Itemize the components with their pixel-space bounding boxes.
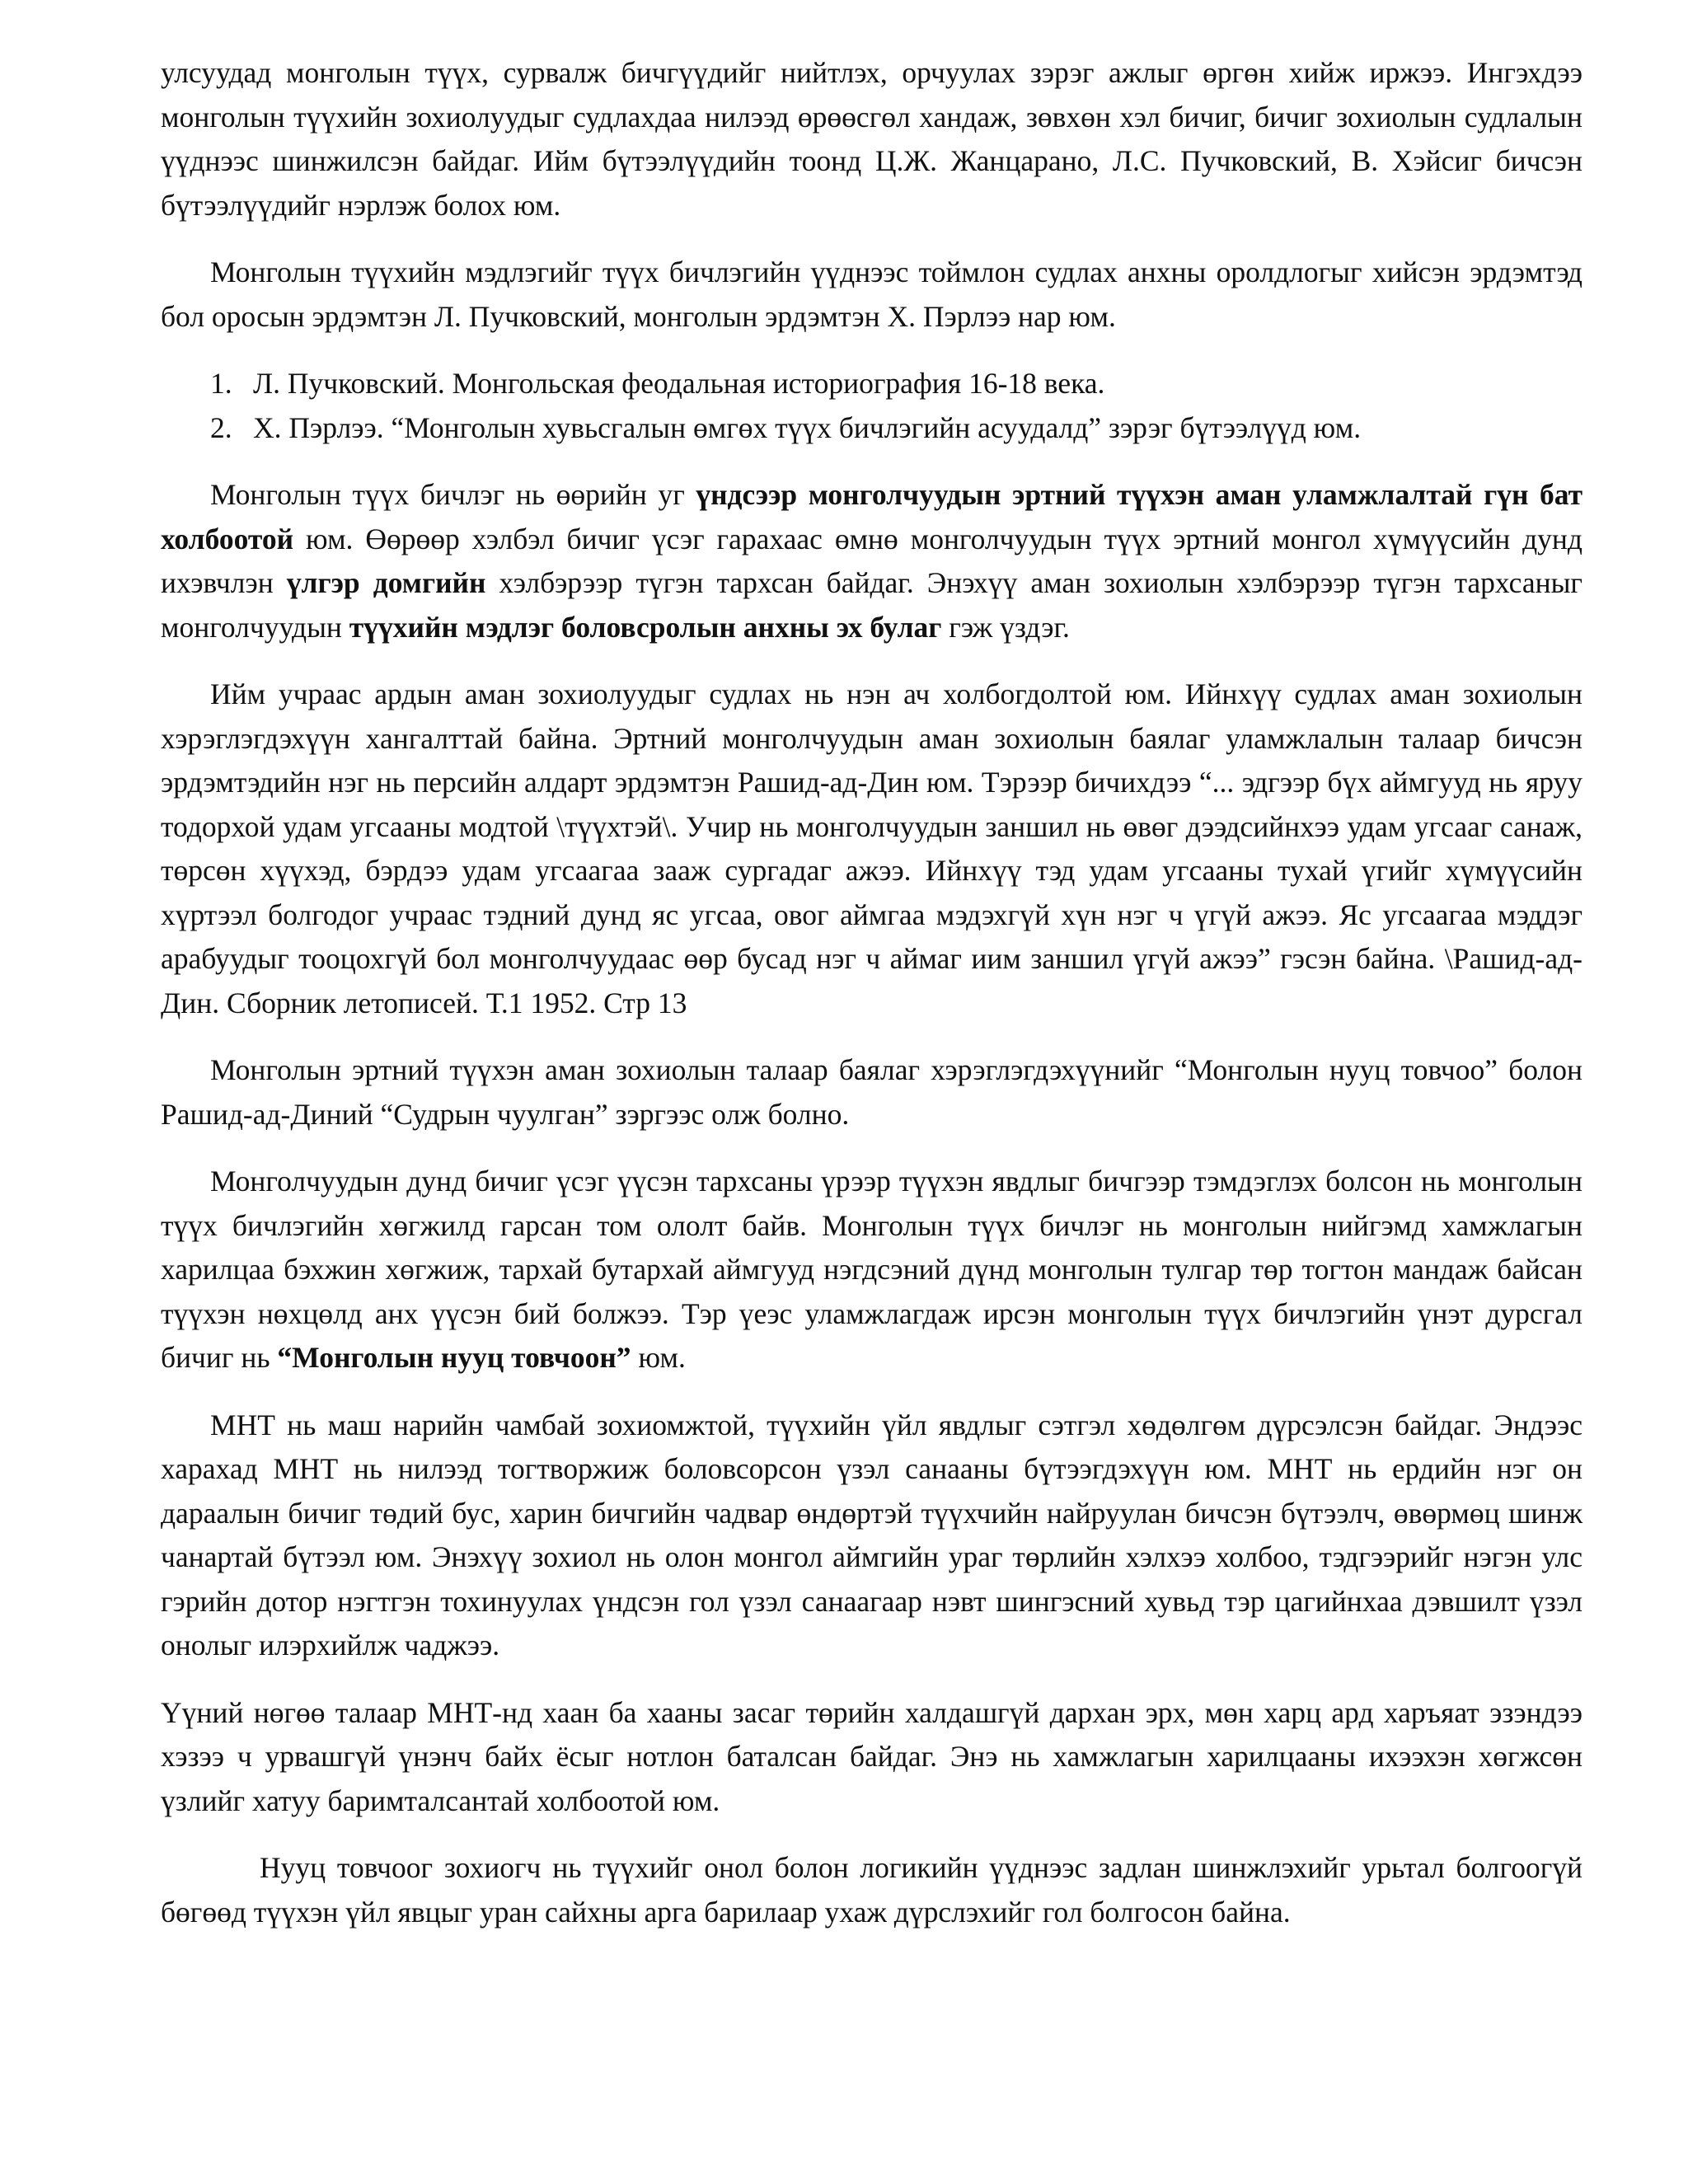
- paragraph-3-text-4: гэж үздэг.: [941, 610, 1070, 644]
- reference-text: Л. Пучковский. Монгольская феодальная историография 16-18 века.: [253, 367, 1105, 400]
- paragraph-4: Ийм учраас ардын аман зохиолуудыг судлах нь нэн ач холбогдолтой юм. Ийнхүү судлах аман зохиолын хэрэглэгдэхүүн хангалттай байна. Эртний монголчуудын аман зохиолын баялаг уламжлалын талаар бичсэн эрдэмтэдийн нэг нь персийн алдарт эрдэмтэн Рашид-ад-Дин юм. Тэрээр бичихдээ “... эдгээр бүх аймгууд нь яруу тодорхой удам угсааны модтой \түүхтэй\. Учир нь монголчуудын заншил нь өвөг дээдсийнхээ удам угсааг санаж, төрсөн хүүхэд, бэрдээ удам угсаагаа зааж сургадаг ажээ. Ийнхүү тэд удам угсааны тухай үгийг хүмүүсийн хүртээл болгодог учраас тэдний дунд яс угсаа, овог аймгаа мэдэхгүй хүн нэг ч үгүй ажээ. Яс угсаагаа мэддэг арабуудыг тооцохгүй бол монголчуудаас өөр бусад нэг ч аймаг иим заншил үгүй ажээ” гэсэн байна. \Рашид-ад-Дин. Сборник летописей. Т.1 1952. Стр 13: [161, 677, 1582, 1019]
- paragraph-3-bold-3: түүхийн мэдлэг боловсролын анхны эх булаг: [349, 610, 942, 644]
- paragraph-9: Нууц товчоог зохиогч нь түүхийг онол болон логикийн үүднээс задлан шинжлэхийг урьтал болгоогүй бөгөөд түүхэн үйл явцыг уран сайхны арга барилаар ухаж дүрслэхийг гол болгосон байна.: [161, 1851, 1582, 1929]
- paragraph-3-bold-1: үндсээр монголчуудын эртний түүхэн аман уламжлалтай гүн бат холбоотой: [161, 478, 1583, 555]
- paragraph-3-text-2: юм. Өөрөөр хэлбэл бичиг үсэг гарахаас өмнө монголчуудын түүх эртний монгол хүмүүсийн дунд ихэвчлэн: [161, 522, 1582, 599]
- reference-text: Х. Пэрлээ. “Монголын хувьсгалын өмгөх түүх бичлэгийн асуудалд” зэрэг бүтээлүүд юм.: [253, 410, 1362, 444]
- paragraph-2: Монголын түүхийн мэдлэгийг түүх бичлэгийн үүднээс тоймлон судлах анхны оролдлогыг хийсэн эрдэмтэд бол оросын эрдэмтэн Л. Пучковский, монголын эрдэмтэн Х. Пэрлээ нар юм.: [161, 255, 1582, 333]
- reference-number: 1.: [210, 367, 232, 400]
- paragraph-6-text-1: Монголчуудын дунд бичиг үсэг үүсэн тархсаны үрээр түүхэн явдлыг бичгээр тэмдэглэх болсон нь монголын түүх бичлэгийн хөгжилд гарсан том ололт байв. Монголын түүх бичлэг нь монголын нийгэмд хамжлагын харилцаа бэхжин хөгжиж, тархай бутархай аймгууд нэгдсэний дүнд монголын тулгар төр тогтон мандаж байсан түүхэн нөхцөлд анх үүсэн бий болжээ. Тэр үеэс уламжлагдаж ирсэн монголын түүх бичлэгийн үнэт дурсгал бичиг нь: [161, 1165, 1582, 1374]
- paragraph-3: [161, 473, 1582, 649]
- reference-number: 2.: [210, 410, 232, 444]
- paragraph-8: Үүний нөгөө талаар МНТ-нд хаан ба хааны засаг төрийн халдашгүй дархан эрх, мөн харц ард харъяат эзэндээ хэзээ ч урвашгүй үнэнч байх ёсыг нотлон баталсан байдаг. Энэ нь хамжлагын харилцааны ихээхэн хөгжсөн үзлийг хатуу баримталсантай холбоотой юм.: [161, 1695, 1582, 1817]
- paragraph-7: МНТ нь маш нарийн чамбай зохиомжтой, түүхийн үйл явдлыг сэтгэл хөдөлгөм дүрсэлсэн байдаг. Эндээс харахад МНТ нь нилээд тогтворжиж боловсорсон үзэл санааны бүтээгдэхүүн юм. МНТ нь ердийн нэг он дараалын бичиг төдий бус, харин бичгийн чадвар өндөртэй түүхчийн найруулан бичсэн бүтээлч, өвөрмөц шинж чанартай бүтээл юм. Энэхүү зохиол нь олон монгол аймгийн ураг төрлийн хэлхээ холбоо, тэдгээрийг нэгэн улс гэрийн дотор нэгтгэн тохинуулах үндсэн гол үзэл санаагаар нэвт шингэсний хувьд тэр цагийнхаа дэвшилт үзэл онолыг илэрхийлж чаджээ.: [161, 1408, 1582, 1661]
- paragraph-1: улсуудад монголын түүх, сурвалж бичгүүдийг нийтлэх, орчуулах зэрэг ажлыг өргөн хийж иржээ. Ингэхдээ монголын түүхийн зохиолуудыг судлахдаа нилээд өрөөсгөл хандаж, зөвхөн хэл бичиг, бичиг зохиолын судлалын үүднээс шинжилсэн байдаг. Ийм бүтээлүүдийн тоонд Ц.Ж. Жанцарано, Л.С. Пучковский, В. Хэйсиг бичсэн бүтээлүүдийг нэрлэж болох юм.: [161, 56, 1582, 222]
- reference-list: [161, 362, 1582, 450]
- paragraph-6-text-2: юм.: [631, 1341, 686, 1374]
- document-page: [161, 51, 1582, 1934]
- paragraph-5: Монголын эртний түүхэн аман зохиолын талаар баялаг хэрэглэгдэхүүнийг “Монголын нууц товчоо” болон Рашид-ад-Диний “Судрын чуулган” зэргээс олж болно.: [161, 1053, 1582, 1131]
- reference-item: [210, 362, 1582, 406]
- paragraph-3-text-1: Монголын түүх бичлэг нь өөрийн уг: [210, 478, 696, 511]
- paragraph-6: [161, 1160, 1582, 1380]
- paragraph-3-bold-2: үлгэр домгийн: [286, 566, 486, 599]
- reference-item: [210, 406, 1582, 451]
- paragraph-6-bold-1: “Монголын нууц товчоон”: [277, 1341, 631, 1374]
- paragraph-3-text-3: хэлбэрээр түгэн тархсан байдаг. Энэхүү аман зохиолын хэлбэрээр түгэн тархсаныг монголчуудын: [161, 566, 1582, 644]
